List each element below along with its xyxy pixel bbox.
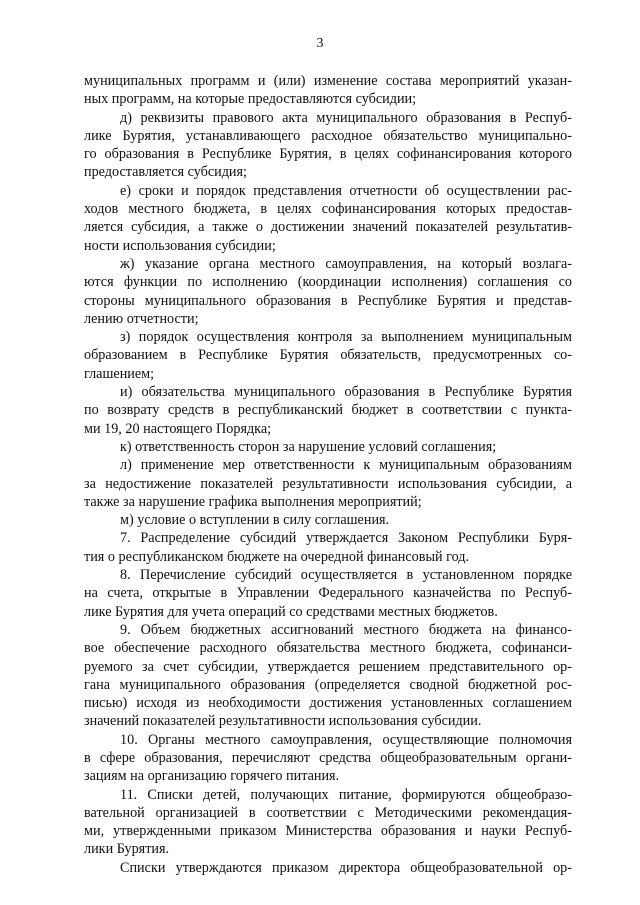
text-line: значений показателей результативности использования субсидии. — [84, 713, 482, 730]
text-line: л) применение мер ответственности к муниципальным образованиям — [120, 457, 572, 474]
text-line: вательной организацией в соответствии с Методическими рекомендация- — [84, 804, 572, 821]
text-line: з) порядок осуществления контроля за выполнением муниципальным — [120, 329, 572, 346]
text-line: лению отчетности; — [84, 310, 199, 327]
text-line: за недостижение показателей результативности использования субсидии, а — [84, 475, 572, 492]
text-line: 8. Перечисление субсидий осуществляется в установленном порядке — [120, 567, 572, 584]
text-line: ходов местного бюджета, в целях софинансирования которых предостав- — [84, 201, 572, 218]
text-line: 9. Объем бюджетных ассигнований местного бюджета на финансо- — [120, 621, 572, 638]
text-line: ются функции по исполнению (координации исполнения) соглашения со — [84, 274, 572, 291]
text-line: стороны муниципального образования в Республике Бурятия и представ- — [84, 292, 572, 309]
text-line: глашением; — [84, 365, 155, 382]
text-line: на счета, открытые в Управлении Федерального казначейства по Респуб- — [84, 585, 572, 602]
text-line: ж) указание органа местного самоуправления, на который возлага- — [120, 255, 572, 272]
text-line: лике Бурятия для учета операций со средствами местных бюджетов. — [84, 603, 498, 620]
text-line: ных программ, на которые предоставляются субсидии; — [84, 91, 417, 108]
text-line: ми, утвержденными приказом Министерства образования и науки Респуб- — [84, 823, 572, 840]
text-line: ми 19, 20 настоящего Порядка; — [84, 420, 272, 437]
text-line: го образования в Республике Бурятия, в целях софинансирования которого — [84, 146, 572, 163]
text-line: м) условие о вступлении в силу соглашения. — [120, 512, 390, 529]
text-line: руемого за счет субсидии, утверждается решением представительного ор- — [84, 658, 572, 675]
text-line: д) реквизиты правового акта муниципального образования в Респуб- — [120, 109, 572, 126]
text-line: лике Бурятия, устанавливающего расходное обязательство муниципально- — [84, 127, 572, 144]
text-line: предоставляется субсидия; — [84, 164, 247, 181]
text-line: к) ответственность сторон за нарушение условий соглашения; — [120, 438, 497, 455]
text-line: гана муниципального образования (определяется сводной бюджетной рос- — [84, 676, 572, 693]
text-line: и) обязательства муниципального образования в Республике Бурятия — [120, 384, 572, 401]
text-line: вое обеспечение расходного обязательства местного бюджета, софинанси- — [84, 640, 572, 657]
text-line: муниципальных программ и (или) изменение состава мероприятий указан- — [84, 73, 572, 89]
document-body — [84, 72, 572, 877]
text-line: 11. Списки детей, получающих питание, формируются общеобразо- — [120, 786, 572, 803]
text-line: писью) исходя из необходимости достижения установленных соглашением — [84, 695, 572, 712]
text-line: тия о республиканском бюджете на очередной финансовый год. — [84, 548, 470, 565]
text-line: Списки утверждаются приказом директора общеобразовательной ор- — [120, 859, 572, 876]
text-line: 7. Распределение субсидий утверждается Законом Республики Буря- — [120, 530, 572, 547]
text-line: также за нарушение графика выполнения мероприятий; — [84, 493, 422, 510]
page-number: 3 — [316, 36, 324, 51]
text-line: образованием в Республике Бурятия обязательств, предусмотренных со- — [84, 347, 572, 364]
text-line: в сфере образования, перечисляют средства общеобразовательным органи- — [84, 749, 572, 766]
text-line: ляется субсидия, а также о достижении значений показателей результатив- — [84, 219, 572, 236]
text-line: ности использования субсидии; — [84, 237, 276, 254]
text-line: по возврату средств в республиканский бюджет в соответствии с пункта- — [84, 402, 572, 419]
text-line: лики Бурятия. — [84, 841, 170, 858]
text-line: е) сроки и порядок представления отчетности об осуществлении рас- — [120, 182, 572, 199]
text-line: зациям на организацию горячего питания. — [84, 768, 340, 785]
text-line: 10. Органы местного самоуправления, осуществляющие полномочия — [120, 731, 572, 748]
